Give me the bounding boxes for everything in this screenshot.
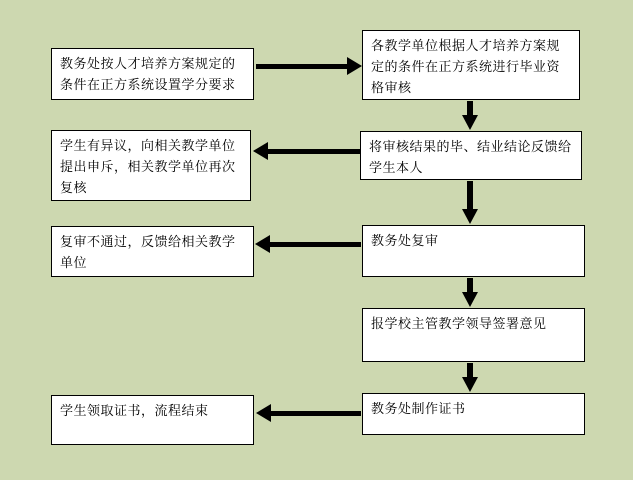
arrow-feedback-to-recheck-icon bbox=[462, 181, 478, 224]
arrow-shaft bbox=[467, 278, 473, 292]
node-label: 教务处按人才培养方案规定的条件在正方系统设置学分要求 bbox=[60, 57, 236, 93]
arrow-shaft bbox=[270, 242, 361, 247]
node-label: 复审不通过，反馈给相关教学单位 bbox=[60, 235, 236, 271]
arrowhead-down-icon bbox=[462, 292, 478, 307]
arrow-shaft bbox=[467, 181, 473, 209]
arrow-review-to-feedback-icon bbox=[462, 101, 478, 130]
arrowhead-left-icon bbox=[256, 404, 271, 422]
arrow-shaft bbox=[256, 64, 347, 69]
arrow-certificate-to-receive-icon bbox=[256, 404, 361, 422]
arrow-feedback-to-appeal-icon bbox=[253, 142, 360, 160]
node-student-receive-certificate bbox=[51, 395, 254, 445]
node-label: 教务处制作证书 bbox=[371, 402, 466, 417]
node-set-credit-requirements bbox=[51, 48, 254, 100]
arrowhead-down-icon bbox=[462, 209, 478, 224]
arrow-credit-to-review-icon bbox=[256, 57, 362, 75]
node-label: 学生领取证书，流程结束 bbox=[60, 404, 209, 419]
arrow-shaft bbox=[268, 149, 360, 154]
node-student-appeal-recheck bbox=[51, 130, 251, 201]
node-leader-sign-opinion bbox=[362, 308, 585, 362]
arrow-recheck-to-leader-icon bbox=[462, 278, 478, 307]
arrowhead-left-icon bbox=[255, 235, 270, 253]
arrow-recheck-to-failed-icon bbox=[255, 235, 361, 253]
arrowhead-left-icon bbox=[253, 142, 268, 160]
node-academic-office-recheck bbox=[362, 225, 585, 277]
node-graduation-qualification-review bbox=[362, 30, 580, 100]
node-label: 报学校主管教学领导签署意见 bbox=[371, 317, 547, 332]
node-review-failed-feedback bbox=[51, 226, 254, 277]
arrowhead-right-icon bbox=[347, 57, 362, 75]
arrowhead-down-icon bbox=[462, 377, 478, 392]
node-feedback-results-to-students bbox=[360, 131, 582, 180]
arrow-shaft bbox=[467, 101, 473, 115]
arrowhead-down-icon bbox=[462, 115, 478, 130]
arrow-leader-to-certificate-icon bbox=[462, 363, 478, 392]
arrow-shaft bbox=[467, 363, 473, 377]
node-label: 教务处复审 bbox=[371, 234, 439, 249]
node-label: 将审核结果的毕、结业结论反馈给学生本人 bbox=[369, 140, 572, 176]
node-label: 各教学单位根据人才培养方案规定的条件在正方系统进行毕业资格审核 bbox=[371, 39, 561, 96]
node-label: 学生有异议，向相关教学单位提出申斥，相关教学单位再次复核 bbox=[60, 139, 236, 196]
arrow-shaft bbox=[271, 411, 361, 416]
node-make-certificate bbox=[362, 393, 585, 435]
